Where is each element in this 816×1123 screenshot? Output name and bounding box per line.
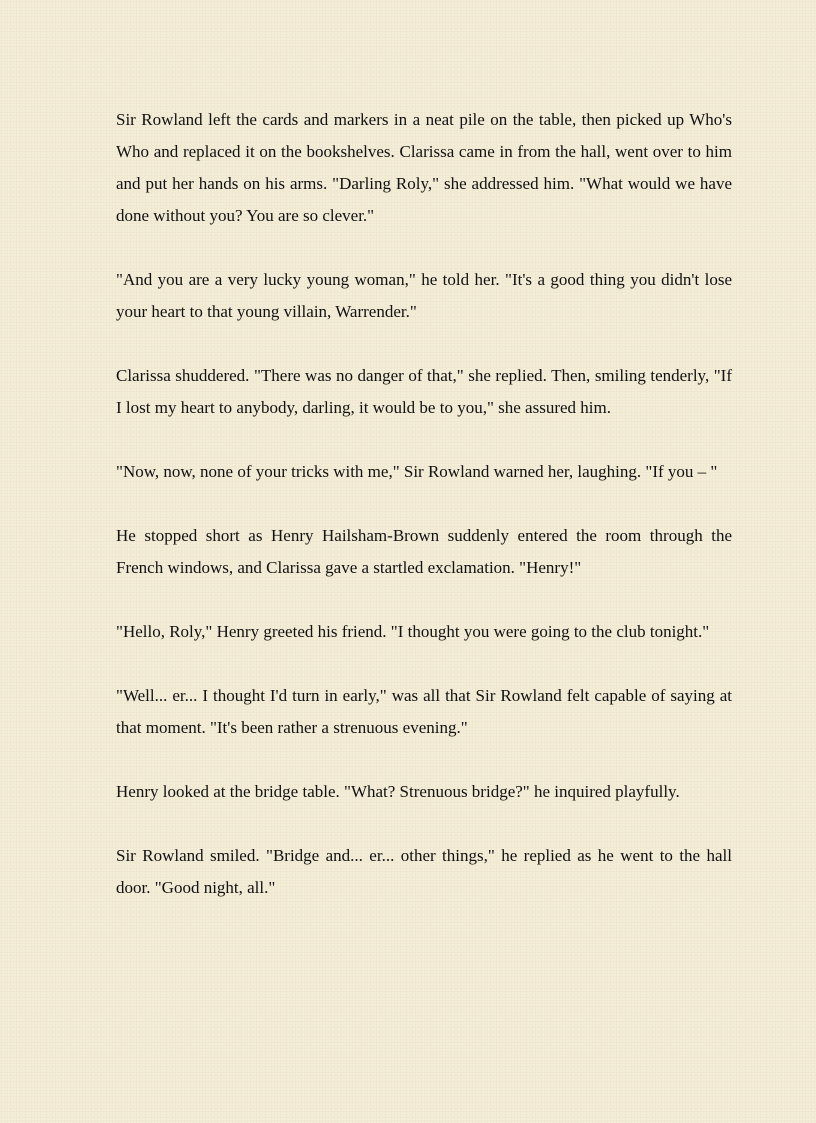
paragraph-1: Sir Rowland left the cards and markers in a neat pile on the table, then picked up Who's Who and replaced it on the bookshelves. Clarissa came in from the hall, went over to him and put her hands on his arms. "Darling Roly," she addressed him. "What would we have done without you? You are so clever." (116, 110, 732, 225)
paragraph-7: "Well... er... I thought I'd turn in early," was all that Sir Rowland felt capable of saying at that moment. "It's been rather a strenuous evening." (116, 686, 732, 737)
paragraph-6: "Hello, Roly," Henry greeted his friend. "I thought you were going to the club tonight." (116, 622, 710, 641)
document-page (116, 104, 732, 936)
paragraph-3: Clarissa shuddered. "There was no danger of that," she replied. Then, smiling tenderly, "If I lost my heart to anybody, darling, it would be to you," she assured him. (116, 366, 732, 417)
paragraph-5: He stopped short as Henry Hailsham-Brown suddenly entered the room through the French windows, and Clarissa gave a startled exclamation. "Henry!" (116, 526, 732, 577)
paragraph-2: "And you are a very lucky young woman," he told her. "It's a good thing you didn't lose your heart to that young villain, Warrender." (116, 270, 732, 321)
paragraph-9: Sir Rowland smiled. "Bridge and... er... other things," he replied as he went to the hall door. "Good night, all." (116, 846, 732, 897)
paragraph-8: Henry looked at the bridge table. "What? Strenuous bridge?" he inquired playfully. (116, 782, 680, 801)
paragraph-4: "Now, now, none of your tricks with me," Sir Rowland warned her, laughing. "If you – " (116, 462, 718, 481)
